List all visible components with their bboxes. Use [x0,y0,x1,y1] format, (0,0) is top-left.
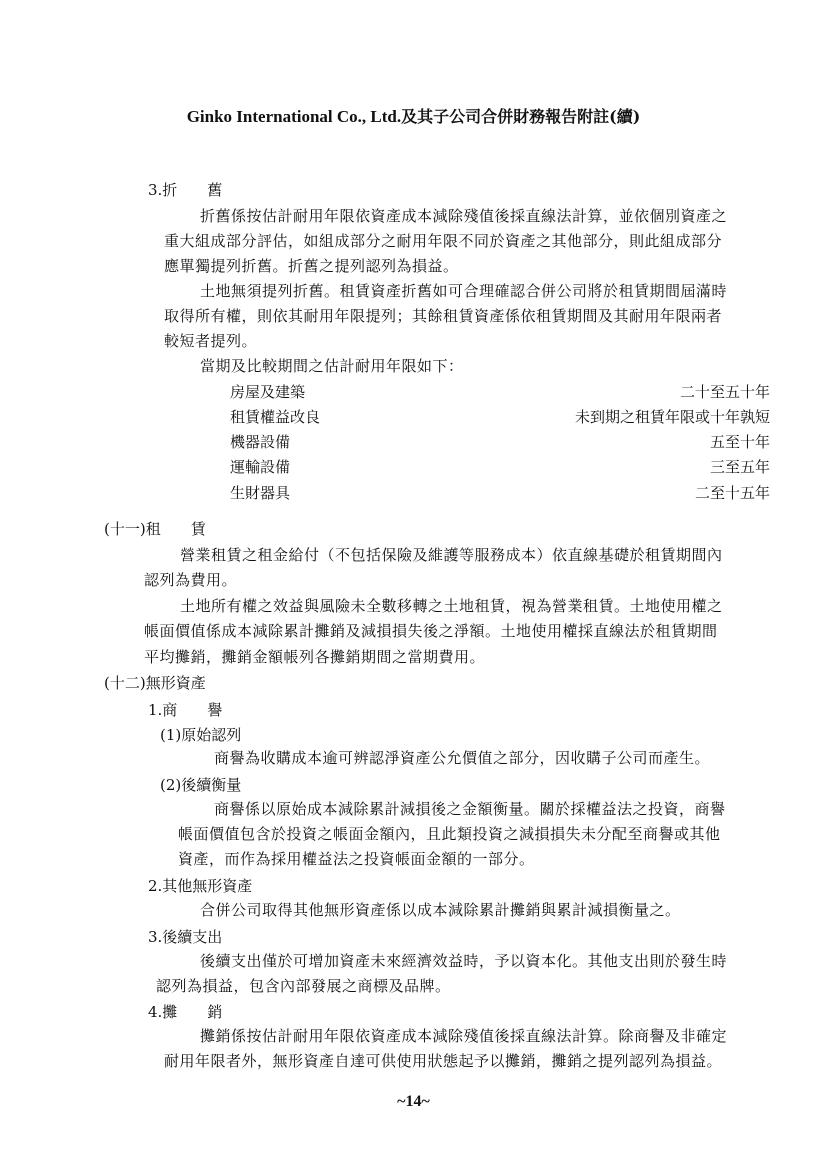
goodwill-heading: 1.商 譽 [148,701,223,719]
page-number: ~14~ [397,1093,430,1110]
depreciation-p1-line1: 折舊係按估計耐用年限依資產成本減除殘值後採直線法計算，並依個別資產之 [200,207,728,225]
leases-p1-line1: 營業租賃之租金給付（不包括保險及維護等服務成本）依直線基礎於租賃期間內 [180,546,723,564]
goodwill-initial-text: 商譽為收購成本逾可辨認淨資產公允價值之部分，因收購子公司而產生。 [214,749,711,767]
useful-life-value: 二十至五十年 [679,383,770,401]
document-title [0,106,827,128]
amortization-line2: 耐用年限者外，無形資產自達可供使用狀態起予以攤銷，攤銷之提列認列為損益。 [164,1052,723,1070]
leases-p2-line3: 平均攤銷，攤銷金額帳列各攤銷期間之當期費用。 [144,648,486,666]
useful-life-row [230,407,770,427]
amortization-line1: 攤銷係按估計耐用年限依資產成本減除殘值後採直線法計算。除商譽及非確定 [200,1027,728,1045]
goodwill-subsequent-heading: (2)後續衡量 [160,776,242,794]
goodwill-subsequent-line1: 商譽係以原始成本減除累計減損後之金額衡量。關於採權益法之投資，商譽 [214,800,726,818]
goodwill-subsequent-line2: 帳面價值包含於投資之帳面金額內，且此類投資之減損損失未分配至商譽或其他 [178,825,721,843]
goodwill-initial-heading: (1)原始認列 [160,726,242,744]
subsequent-expenditure-heading: 3.後續支出 [148,928,223,946]
useful-life-intro: 當期及比較期間之估計耐用年限如下： [200,357,464,375]
intangible-heading: (十二)無形資產 [104,674,206,692]
leases-p1-line2: 認列為費用。 [144,571,238,589]
depreciation-p1-line2: 重大組成部分評估，如組成部分之耐用年限不同於資產之其他部分，則此組成部分 [164,232,723,250]
depreciation-heading: 3.折 舊 [148,181,223,199]
depreciation-p2-line3: 較短者提列。 [164,332,258,350]
useful-life-value: 未到期之租賃年限或十年孰短 [574,408,770,426]
subsequent-expenditure-line1: 後續支出僅於可增加資產未來經濟效益時，予以資本化。其他支出則於發生時 [200,952,728,970]
asset-category: 房屋及建築 [230,383,306,401]
leases-p2-line1: 土地所有權之效益與風險未全數移轉之土地租賃，視為營業租賃。土地使用權之 [180,597,723,615]
asset-category: 生財器具 [230,484,291,502]
depreciation-p2-line2: 取得所有權，則依其耐用年限提列；其餘租賃資產係依租賃期間及其耐用年限兩者 [164,307,723,325]
useful-life-value: 三至五年 [709,458,770,476]
title-suffix: 及其子公司合併財務報告附註(續) [401,107,641,126]
useful-life-value: 二至十五年 [694,484,770,502]
leases-p2-line2: 帳面價值係成本減除累計攤銷及減損損失後之淨額。土地使用權採直線法於租賃期間 [144,622,718,640]
useful-life-row [230,382,770,402]
asset-category: 機器設備 [230,433,291,451]
asset-category: 運輸設備 [230,458,291,476]
title-company: Ginko International Co., Ltd. [186,107,402,126]
amortization-heading: 4.攤 銷 [148,1003,223,1021]
useful-life-row [230,483,770,503]
subsequent-expenditure-line2: 認列為損益，包含內部發展之商標及品牌。 [156,977,451,995]
asset-category: 租賃權益改良 [230,408,321,426]
leases-heading: (十一)租 賃 [104,520,206,538]
depreciation-p1-line3: 應單獨提列折舊。折舊之提列認列為損益。 [164,257,459,275]
depreciation-p2-line1: 土地無須提列折舊。租賃資產折舊如可合理確認合併公司將於租賃期間屆滿時 [200,282,728,300]
useful-life-row [230,457,770,477]
goodwill-subsequent-line3: 資產，而作為採用權益法之投資帳面金額的一部分。 [178,850,535,868]
other-intangibles-text: 合併公司取得其他無形資產係以成本減除累計攤銷與累計減損衡量之。 [200,901,681,919]
other-intangibles-heading: 2.其他無形資產 [148,877,253,895]
useful-life-value: 五至十年 [709,433,770,451]
useful-life-row [230,432,770,452]
